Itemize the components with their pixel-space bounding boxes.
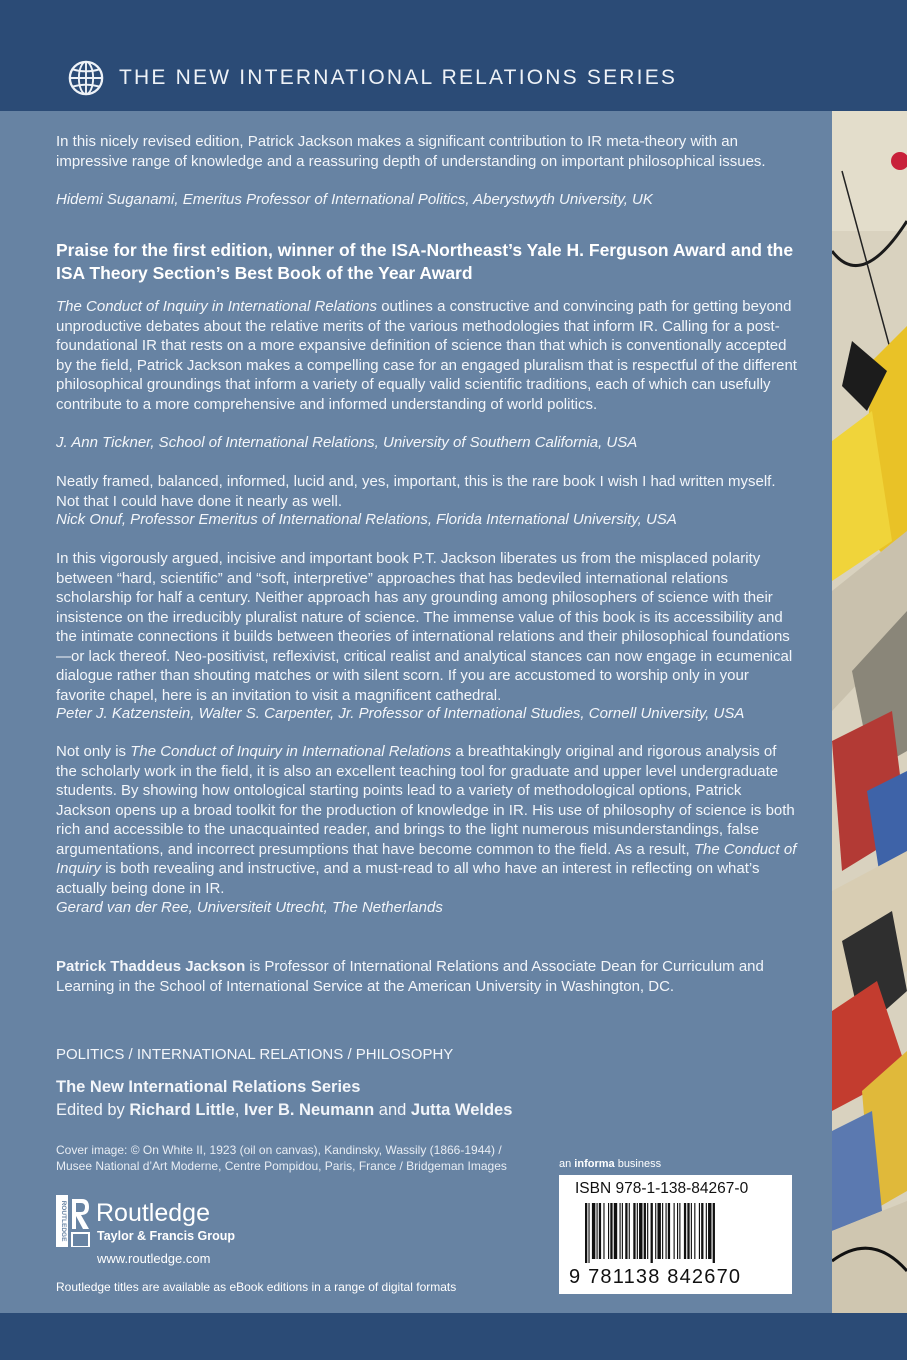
- barcode-bar: [668, 1203, 670, 1259]
- barcode-icon: [585, 1203, 771, 1263]
- barcode-bar: [633, 1203, 635, 1259]
- barcode-bar: [708, 1203, 711, 1259]
- praise-quote: Not only is The Conduct of Inquiry in International Relations a breathtakingly original and rigorous analysis of the scholarly work in the field, it is also an excellent teaching tool for graduate and upper level undergraduate students. By showing how ontological starting points lead to a variety of methodological options, Patrick Jackson opens up a broad toolkit for the production of knowledge in IR. His use of philosophy of science is both rich and accessible to the unacquainted reader, and brings to the light numerous misunderstandings, false argumentations, and incorrect presumptions that have become common to the field. As a result, The Conduct of Inquiry is both revealing and instructive, and a must-read to all who have an interest in reflecting on what’s actually being done in IR.: [56, 743, 797, 897]
- barcode-bar: [585, 1203, 587, 1263]
- barcode-bar: [608, 1203, 609, 1259]
- praise-attribution: Peter J. Katzenstein, Walter S. Carpenter, Jr. Professor of International Studies, Cornell University, USA: [56, 705, 745, 722]
- first-edition-heading: Praise for the first edition, winner of the ISA-Northeast’s Yale H. Ferguson Award and the ISA Theory Section’s Best Book of the Year Award: [56, 240, 794, 283]
- barcode-bar: [610, 1203, 612, 1259]
- barcode-bar: [592, 1203, 595, 1259]
- publisher-group: Taylor & Francis Group: [97, 1229, 235, 1243]
- barcode-bar: [651, 1203, 653, 1263]
- barcode-bar: [701, 1203, 703, 1259]
- series-editors: Edited by Richard Little, Iver B. Neumann and Jutta Weldes: [56, 1101, 513, 1119]
- routledge-logo-icon: [56, 1195, 90, 1247]
- barcode-bar: [684, 1203, 686, 1259]
- isbn-barcode-box: [559, 1175, 792, 1294]
- praise-attribution: Nick Onuf, Professor Emeritus of International Relations, Florida International University, USA: [56, 511, 677, 528]
- publisher-url[interactable]: www.routledge.com: [97, 1251, 211, 1266]
- subject-categories: POLITICS / INTERNATIONAL RELATIONS / PHILOSOPHY: [56, 1046, 454, 1063]
- barcode-bar: [666, 1203, 667, 1259]
- barcode-bar: [677, 1203, 678, 1259]
- cover-credit: Musee National d’Art Moderne, Centre Pompidou, Paris, France / Bridgeman Images: [56, 1159, 507, 1173]
- praise-quote: In this vigorously argued, incisive and important book P.T. Jackson liberates us from the misplaced polarity between “hard, scientific” and “soft, interpretive” approaches that has bedeviled international relations scholarship for half a century. Neither approach has any grounding among philosophers of science with their insistence on the irreducibly pluralist nature of science. The immense value of this book is its accessibility and the intimate connections it builds between theories of international relations and their philosophical foundations—or lack thereof. Neo-positivist, reflexivist, critical realist and analytical stances can now engage in ecumenical dialogue rather than shouting matches or with silent scorn. If you are accustomed to worship only in your favorite chapel, here is an invitation to visit a magnificent cathedral.: [56, 550, 793, 704]
- cover-artwork: [832, 111, 907, 1313]
- praise-quote: The Conduct of Inquiry in International Relations outlines a constructive and convincing path for getting beyond unproductive debates about the relative merits of the various methodologies that inform IR. Calling for a post-foundational IR that rests on a more expansive definition of science than that which is conventionally accepted by the field, Patrick Jackson makes a compelling case for an engaged pluralism that is respectful of the different philosophical groundings that inform a variety of equally valid scientific traditions, each of which can usefully contribute to a more comprehensive and informed understanding of world politics.: [56, 298, 797, 413]
- barcode-bar: [588, 1203, 589, 1263]
- barcode-bar: [687, 1203, 689, 1259]
- barcode-bar: [620, 1203, 621, 1259]
- series-title: THE NEW INTERNATIONAL RELATIONS SERIES: [119, 66, 678, 89]
- praise-attribution: J. Ann Tickner, School of International Relations, University of Southern California, USA: [56, 434, 638, 451]
- ebook-note: Routledge titles are available as eBook editions in a range of digital formats: [56, 1280, 457, 1294]
- praise-quote: In this nicely revised edition, Patrick Jackson makes a significant contribution to IR meta-theory with an impressive range of knowledge and a reassuring depth of understanding on important philosophical issues.: [56, 133, 766, 170]
- publisher-name: Routledge: [96, 1199, 210, 1227]
- barcode-bar: [603, 1203, 604, 1259]
- praise-attribution: Gerard van der Ree, Universiteit Utrecht, The Netherlands: [56, 899, 443, 916]
- barcode-bar: [637, 1203, 638, 1259]
- book-title: The Conduct of Inquiry: [56, 840, 797, 877]
- barcode-bar: [622, 1203, 623, 1259]
- barcode-bar: [674, 1203, 675, 1259]
- logo-vertical-text: ROUTLEDGE: [60, 1200, 67, 1242]
- barcode-bar: [691, 1203, 692, 1259]
- barcode-bar: [639, 1203, 642, 1259]
- author-bio: Patrick Thaddeus Jackson is Professor of International Relations and Associate Dean for Curriculum and Learning in the School of International Service at the American University in Washington, DC.: [56, 958, 764, 995]
- globe-icon: [67, 59, 105, 97]
- informa-note: an informa business: [559, 1158, 662, 1170]
- barcode-bar: [662, 1203, 663, 1259]
- barcode-bar: [679, 1203, 680, 1259]
- cover-credit: Cover image: © On White II, 1923 (oil on canvas), Kandinsky, Wassily (1866-1944) /: [56, 1143, 502, 1157]
- barcode-bar: [597, 1203, 598, 1259]
- barcode-bar: [699, 1203, 700, 1259]
- barcode-bar: [713, 1203, 715, 1263]
- barcode-bar: [706, 1203, 707, 1259]
- series-header: [0, 0, 907, 111]
- barcode-bar: [655, 1203, 656, 1259]
- book-title: The Conduct of Inquiry in International Relations: [130, 743, 452, 760]
- barcode-bar: [614, 1203, 617, 1259]
- barcode-bar: [657, 1203, 660, 1259]
- barcode-bar: [629, 1203, 630, 1259]
- book-title: The Conduct of Inquiry in International Relations: [56, 298, 378, 315]
- barcode-bar: [647, 1203, 648, 1259]
- barcode-bar: [599, 1203, 601, 1259]
- barcode-bar: [694, 1203, 695, 1259]
- footer-band: [0, 1313, 907, 1360]
- barcode-bar: [625, 1203, 627, 1259]
- praise-attribution: Hidemi Suganami, Emeritus Professor of International Politics, Aberystwyth University, UK: [56, 191, 653, 208]
- isbn-label: ISBN 978-1-138-84267-0: [575, 1180, 749, 1197]
- barcode-bar: [644, 1203, 646, 1259]
- series-name: The New International Relations Series: [56, 1078, 361, 1096]
- praise-quote: Neatly framed, balanced, informed, lucid and, yes, important, this is the rare book I wish I had written myself. Not that I could have done it nearly as well.: [56, 473, 776, 510]
- barcode-digits: 9 781138 842670: [569, 1266, 742, 1288]
- author-name: Patrick Thaddeus Jackson: [56, 958, 246, 975]
